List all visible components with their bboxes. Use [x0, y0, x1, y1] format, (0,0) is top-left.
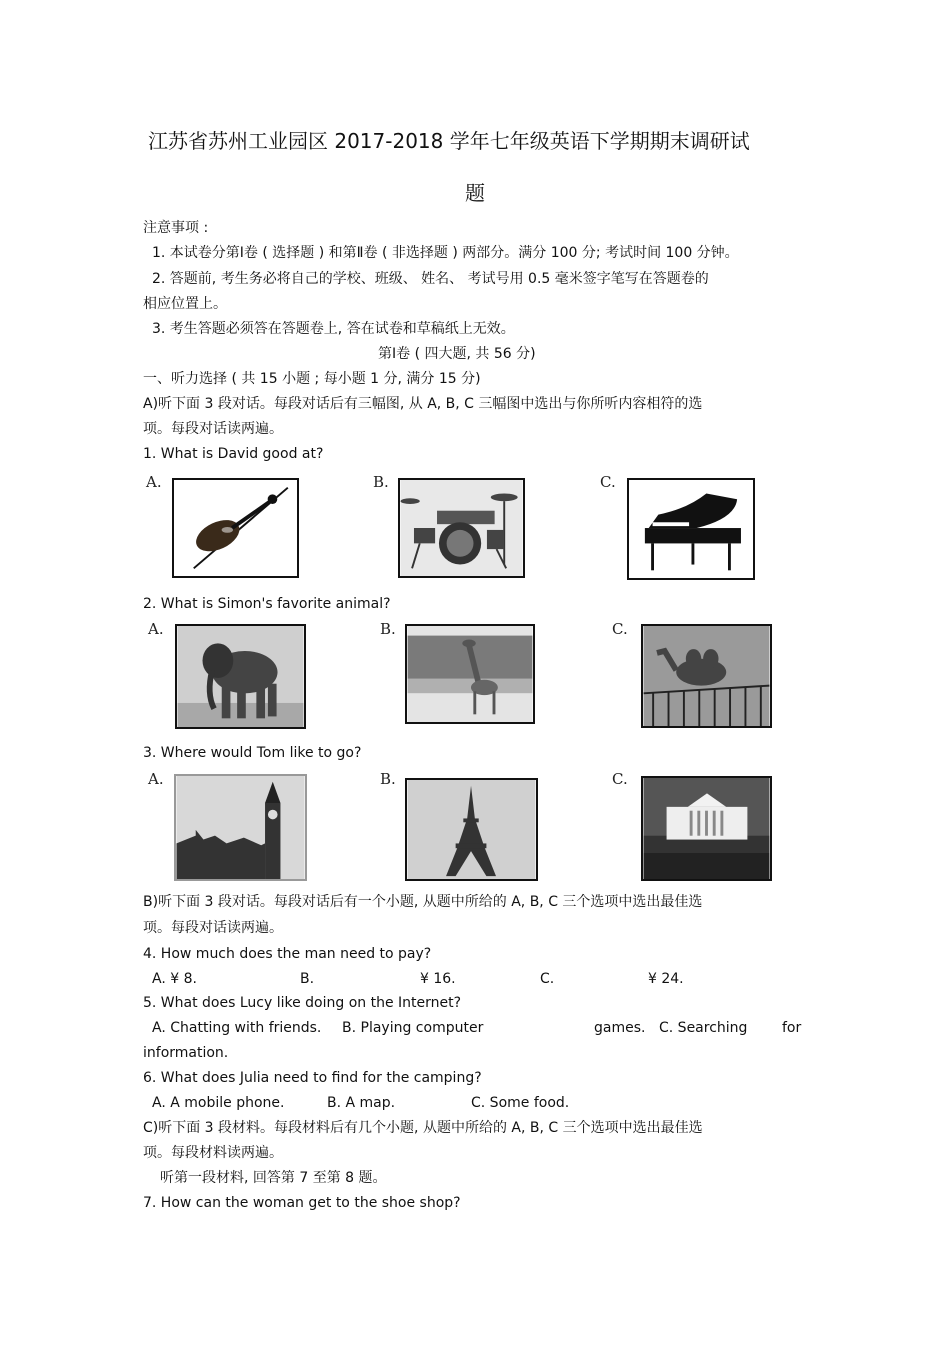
section-b-instr-cont: 项。每段对话读两遍。: [143, 920, 283, 936]
notes-heading: 注意事项 :: [143, 220, 209, 236]
section-a-instr: A)听下面 3 段对话。每段对话后有三幅图, 从 A, B, C 三幅图中选出与你所听内容相符的选: [143, 396, 703, 412]
note-1: 1. 本试卷分第Ⅰ卷 ( 选择题 ) 和第Ⅱ卷 ( 非选择题 ) 两部分。满分 100 分; 考试时间 100 分钟。: [152, 245, 739, 261]
q4-option-b-value: ¥ 16.: [420, 971, 456, 987]
question-3: 3. Where would Tom like to go?: [143, 745, 362, 761]
violin-icon: [172, 478, 299, 578]
q1-option-a-label: A.: [146, 473, 162, 491]
page-title: 江苏省苏州工业园区 2017-2018 学年七年级英语下学期期末调研试: [148, 129, 750, 153]
question-7: 7. How can the woman get to the shoe shop?: [143, 1195, 461, 1211]
section-b-instr: B)听下面 3 段对话。每段对话后有一个小题, 从题中所给的 A, B, C 三个选项中选出最佳选: [143, 894, 703, 910]
note-2: 2. 答题前, 考生务必将自己的学校、班级、 姓名、 考试号用 0.5 毫米签字笔写在答题卷的: [152, 271, 709, 287]
q5-option-c-wrap: information.: [143, 1045, 229, 1061]
q4-option-a: A. ¥ 8.: [152, 971, 197, 987]
piano-icon: [627, 478, 755, 580]
question-2: 2. What is Simon's favorite animal?: [143, 596, 391, 612]
q1-option-c-label: C.: [600, 473, 616, 491]
q5-option-a: A. Chatting with friends.: [152, 1020, 322, 1036]
q6-option-a: A. A mobile phone.: [152, 1095, 285, 1111]
note-3: 3. 考生答题必须答在答题卷上, 答在试卷和草稿纸上无效。: [152, 321, 515, 337]
q3-option-c-label: C.: [612, 770, 628, 788]
q1-option-b-label: B.: [373, 473, 389, 491]
part-heading: 第Ⅰ卷 ( 四大题, 共 56 分): [378, 346, 536, 362]
q6-option-b: B. A map.: [327, 1095, 396, 1111]
q4-option-c-value: ¥ 24.: [648, 971, 684, 987]
section-c-sub: 听第一段材料, 回答第 7 至第 8 题。: [160, 1170, 387, 1186]
q2-option-a-label: A.: [148, 620, 164, 638]
q5-option-b: B. Playing computer: [342, 1020, 484, 1036]
elephant-icon: [175, 624, 306, 729]
q5-option-c: C. Searching: [659, 1020, 748, 1036]
q3-option-b-label: B.: [380, 770, 396, 788]
page-title-cont: 题: [465, 181, 485, 205]
question-4: 4. How much does the man need to pay?: [143, 946, 432, 962]
big-ben-icon: [174, 774, 307, 881]
q6-option-c: C. Some food.: [471, 1095, 570, 1111]
q2-option-c-label: C.: [612, 620, 628, 638]
question-1: 1. What is David good at?: [143, 446, 324, 462]
section-c-instr: C)听下面 3 段材料。每段材料后有几个小题, 从题中所给的 A, B, C 三个选项中选出最佳选: [143, 1120, 703, 1136]
section-a-instr-cont: 项。每段对话读两遍。: [143, 421, 283, 437]
eiffel-tower-icon: [405, 778, 538, 881]
q4-option-c-label: C.: [540, 971, 555, 987]
question-5: 5. What does Lucy like doing on the Internet?: [143, 995, 462, 1011]
q3-option-a-label: A.: [148, 770, 164, 788]
q2-option-b-label: B.: [380, 620, 396, 638]
note-2-cont: 相应位置上。: [143, 296, 227, 312]
q5-option-c-cont: for: [782, 1020, 802, 1036]
drum-kit-icon: [398, 478, 525, 578]
giraffe-icon: [405, 624, 535, 724]
white-house-icon: [641, 776, 772, 881]
section-c-instr-cont: 项。每段材料读两遍。: [143, 1145, 283, 1161]
q4-option-b-label: B.: [300, 971, 315, 987]
question-6: 6. What does Julia need to find for the camping?: [143, 1070, 482, 1086]
section-heading: 一、听力选择 ( 共 15 小题 ; 每小题 1 分, 满分 15 分): [143, 371, 481, 387]
q5-option-b-cont: games.: [594, 1020, 646, 1036]
camel-icon: [641, 624, 772, 728]
